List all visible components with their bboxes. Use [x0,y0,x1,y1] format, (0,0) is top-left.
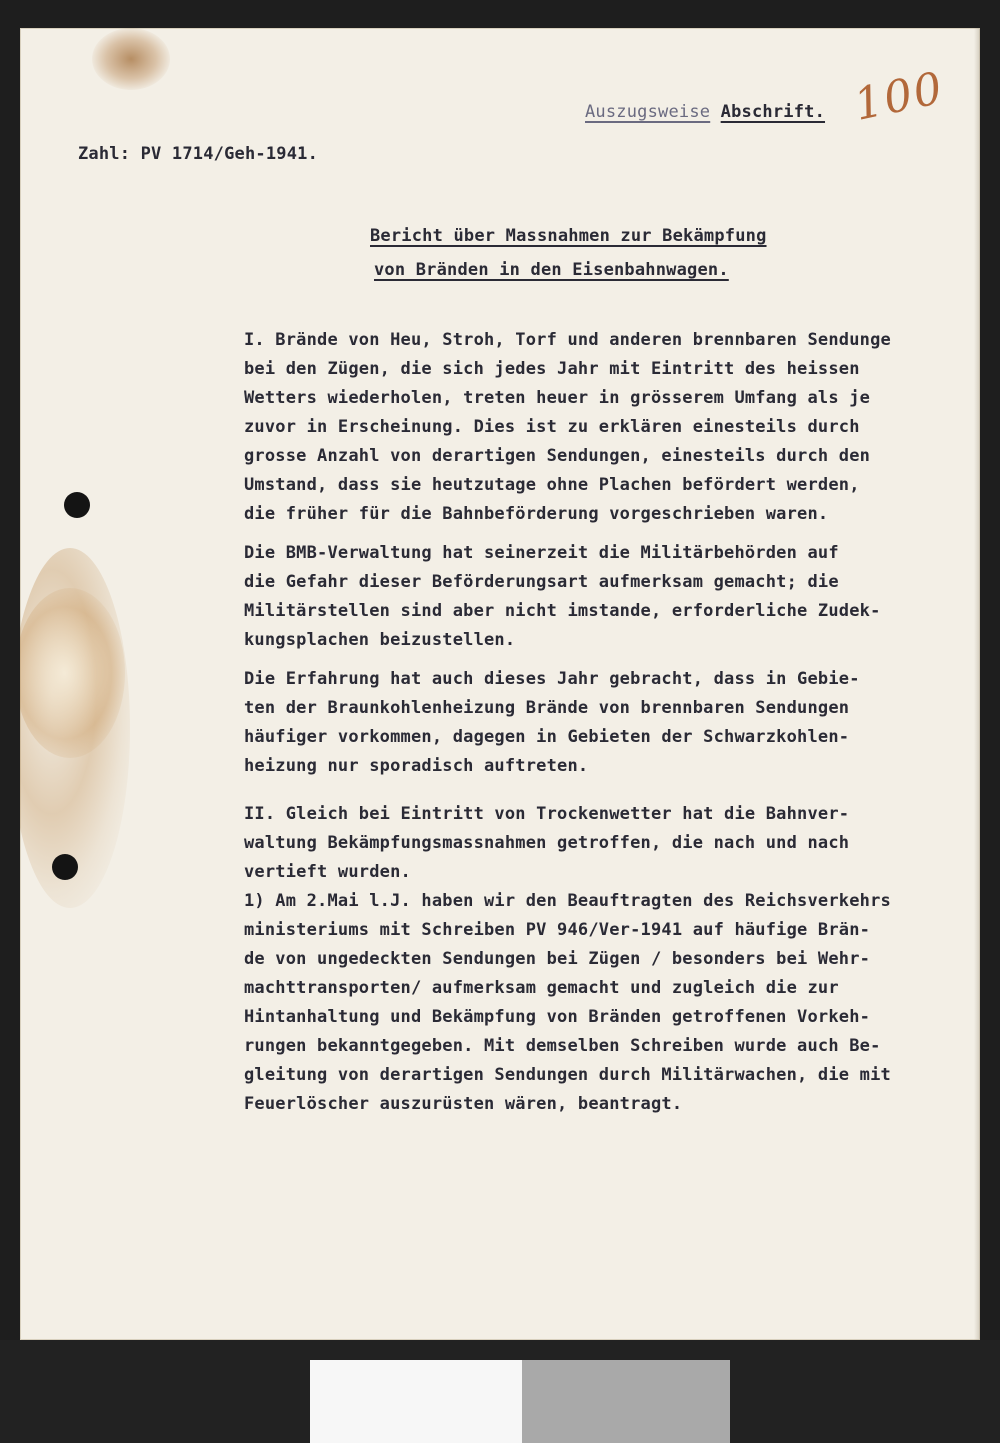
body-line: die früher für die Bahnbeförderung vorgeschrieben waren. [244,504,829,524]
body-line: gleitung von derartigen Sendungen durch Militärwachen, die mit [244,1065,891,1085]
body-line: grosse Anzahl von derartigen Sendungen, einesteils durch den [244,446,871,466]
paper-edge [974,28,980,1340]
body-line: die Gefahr dieser Beförderungsart aufmerksam gemacht; die [244,572,839,592]
title-line-2: von Bränden in den Eisenbahnwagen. [374,260,729,280]
reference-number: Zahl: PV 1714/Geh-1941. [78,144,319,164]
body-line: Militärstellen sind aber nicht imstande, erforderliche Zudek- [244,601,881,621]
body-line: Die BMB-Verwaltung hat seinerzeit die Militärbehörden auf [244,543,839,563]
body-line: Umstand, dass sie heutzutage ohne Plachen befördert werden, [244,475,860,495]
body-line: de von ungedeckten Sendungen bei Zügen / besonders bei Wehr- [244,949,871,969]
body-line: 1) Am 2.Mai l.J. haben wir den Beauftragten des Reichsverkehrs [244,891,891,911]
copy-header [585,102,825,122]
title-line-1: Bericht über Massnahmen zur Bekämpfung [370,226,767,246]
body-line: rungen bekanntgegeben. Mit demselben Schreiben wurde auch Be- [244,1036,881,1056]
body-line: Die Erfahrung hat auch dieses Jahr gebracht, dass in Gebie- [244,669,860,689]
body-line: machttransporten/ aufmerksam gemacht und zugleich die zur [244,978,839,998]
punch-hole-top [64,492,90,518]
body-line: waltung Bekämpfungsmassnahmen getroffen, die nach und nach [244,833,850,853]
grey-calibration-card [522,1360,730,1443]
punch-hole-bottom [52,854,78,880]
body-line: zuvor in Erscheinung. Dies ist zu erklären einesteils durch [244,417,860,437]
header-bold: Abschrift. [720,102,826,122]
body-line: I. Brände von Heu, Stroh, Torf und anderen brennbaren Sendunge [244,330,891,350]
header-faint: Auszugsweise [585,102,711,122]
top-stain [92,28,170,90]
document-page [20,28,980,1340]
white-calibration-card [310,1360,522,1443]
body-line: ministeriums mit Schreiben PV 946/Ver-1941 auf häufige Brän- [244,920,871,940]
left-water-stain-inner [20,588,125,758]
margin-note: 100 [849,62,949,131]
body-line: Hintanhaltung und Bekämpfung von Bränden getroffenen Vorkeh- [244,1007,871,1027]
body-line: Feuerlöscher auszurüsten wären, beantragt. [244,1094,683,1114]
body-line: vertieft wurden. [244,862,411,882]
body-line: häufiger vorkommen, dagegen in Gebieten der Schwarzkohlen- [244,727,850,747]
body-line: kungsplachen beizustellen. [244,630,516,650]
body-line: II. Gleich bei Eintritt von Trockenwetter hat die Bahnver- [244,804,850,824]
body-line: Wetters wiederholen, treten heuer in grösserem Umfang als je [244,388,871,408]
body-line: heizung nur sporadisch auftreten. [244,756,589,776]
body-line: ten der Braunkohlenheizung Brände von brennbaren Sendungen [244,698,850,718]
body-line: bei den Zügen, die sich jedes Jahr mit Eintritt des heissen [244,359,860,379]
